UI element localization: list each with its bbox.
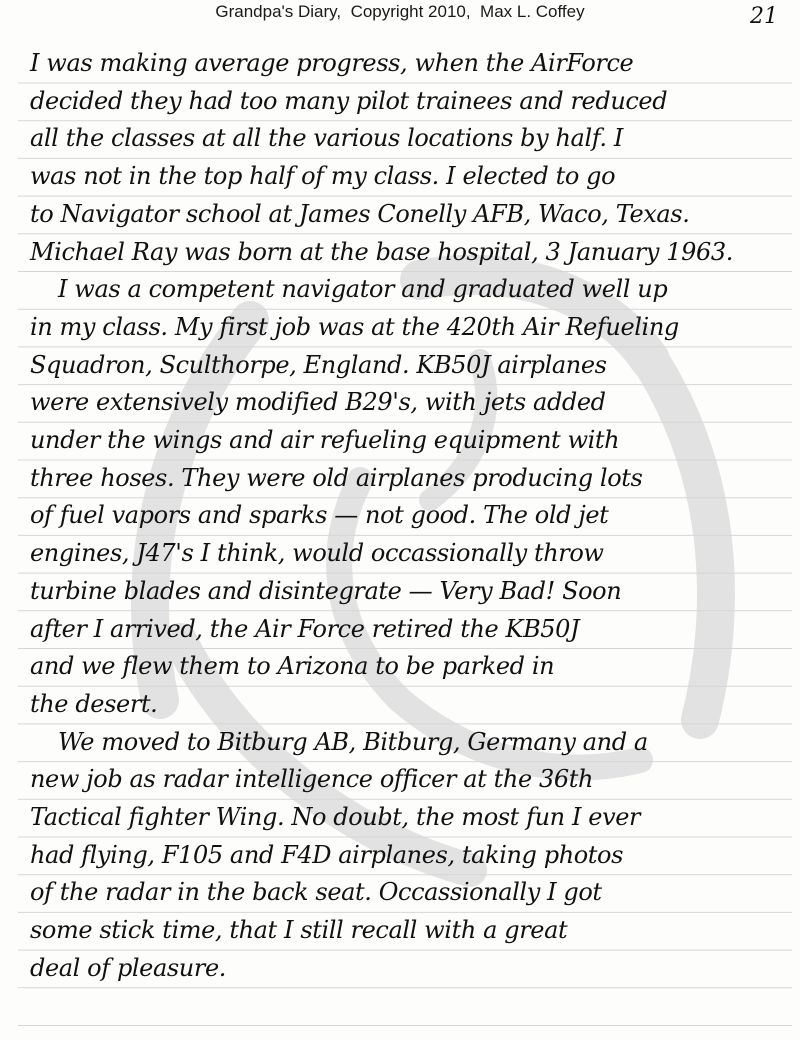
handwritten-line: some stick time, that I still recall with a great xyxy=(30,916,568,945)
handwritten-line: turbine blades and disintegrate — Very Bad! Soon xyxy=(30,576,622,605)
handwritten-line: I was making average progress, when the AirForce xyxy=(30,49,634,77)
handwritten-line: to Navigator school at James Conelly AFB, Waco, Texas. xyxy=(30,199,690,228)
handwritten-line: all the classes at all the various locations by half. I xyxy=(30,124,623,153)
handwritten-line: under the wings and air refueling equipment with xyxy=(30,426,620,454)
page-header: Grandpa's Diary, Copyright 2010, Max L. Coffey xyxy=(215,2,585,21)
handwritten-line: new job as radar intelligence officer at the 36th xyxy=(30,765,594,794)
page-number: 21 xyxy=(750,4,778,29)
handwritten-line: of fuel vapors and sparks — not good. The old jet xyxy=(30,501,609,530)
handwritten-line: engines, J47's I think, would occassionally throw xyxy=(30,539,604,568)
handwritten-line: Squadron, Sculthorpe, England. KB50J airplanes xyxy=(30,350,607,379)
handwritten-line: three hoses. They were old airplanes producing lots xyxy=(30,463,643,492)
handwritten-line: of the radar in the back seat. Occassionally I got xyxy=(30,878,602,907)
handwritten-line: were extensively modified B29's, with jets added xyxy=(30,388,606,417)
handwritten-line: was not in the top half of my class. I elected to go xyxy=(30,162,616,191)
handwritten-line: I was a competent navigator and graduated well up xyxy=(58,275,668,304)
handwritten-line: the desert. xyxy=(30,689,158,718)
handwritten-line: deal of pleasure. xyxy=(30,953,226,982)
handwritten-line: in my class. My first job was at the 420th Air Refueling xyxy=(30,312,679,341)
handwritten-line: Michael Ray was born at the base hospital, 3 January 1963. xyxy=(30,237,733,266)
handwritten-line: and we flew them to Arizona to be parked in xyxy=(30,652,555,681)
handwritten-line: Tactical fighter Wing. No doubt, the most fun I ever xyxy=(30,803,641,831)
handwritten-line: We moved to Bitburg AB, Bitburg, Germany and a xyxy=(58,727,648,756)
handwritten-line: had flying, F105 and F4D airplanes, taking photos xyxy=(30,840,624,869)
handwritten-line: decided they had too many pilot trainees and reduced xyxy=(30,86,668,115)
handwritten-line: after I arrived, the Air Force retired the KB50J xyxy=(30,614,580,643)
